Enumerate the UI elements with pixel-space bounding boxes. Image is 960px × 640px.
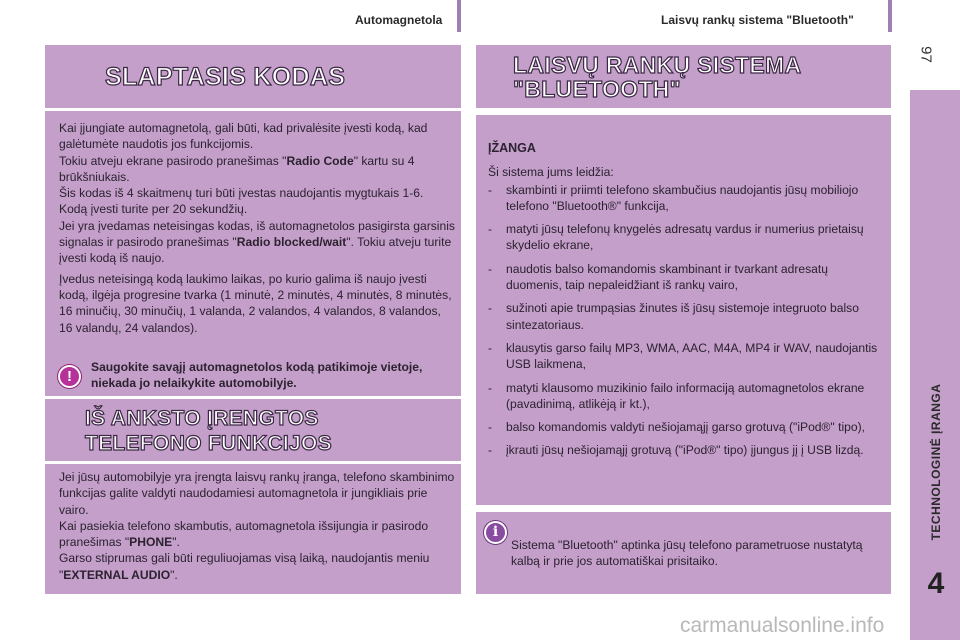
header-divider-right [888, 0, 892, 32]
bluetooth-body-text [488, 140, 884, 466]
chapter-side-tab [910, 90, 960, 640]
preinstalled-title-panel [45, 399, 461, 461]
warning-icon: ! [58, 365, 81, 388]
bluetooth-info-text: Sistema "Bluetooth" aptinka jūsų telefono parametruose nustatytą kalbą ir prie jos automatiškai prisitaiko. [511, 538, 863, 569]
list-item: - balso komandomis valdyti nešiojamąjį garso grotuvą ("iPod®" tipo), [488, 419, 884, 435]
header-divider-left [457, 0, 461, 32]
feature-list [488, 182, 884, 459]
list-item: - matyti jūsų telefonų knygelės adresatų vardus ir numerius prietaisų skydelio ekrane, [488, 221, 884, 254]
preinstalled-text-end-2: ". [170, 567, 178, 582]
preinstalled-title-line-1: IŠ ANKSTO ĮRENGTOS [85, 407, 319, 430]
list-item: - naudotis balso komandomis skambinant ir tvarkant adresatų duomenis, taip nepaleidžiant iš rankų vairo, [488, 261, 884, 294]
preinstalled-title [85, 406, 332, 456]
chapter-label: TECHNOLOGINĖ ĮRANGA [929, 383, 943, 541]
code-text-radio-code: Radio Code [286, 153, 354, 168]
code-title: SLAPTASIS KODAS [105, 63, 346, 91]
header-section-left: Automagnetola [355, 13, 443, 27]
watermark: carmanualsonline.info [680, 614, 885, 637]
code-paragraph-2: Įvedus neteisingą kodą laukimo laikas, po kurio galima iš naujo įvesti kodą, ilgėja progresine tvarka (1 minutė, 2 minutės, 4 minutės, 8 minutės, 16 minučių, 30 minučių, 1 valanda, 2 valandos, 4 valandos, 8 valandos, 16 valandų, 24 valandos). [59, 271, 452, 335]
bluetooth-info-panel [476, 512, 891, 594]
code-body-text [59, 120, 455, 340]
bluetooth-title-line-2: "BLUETOOTH" [513, 76, 681, 102]
list-item: - skambinti ir priimti telefono skambučius naudojantis jūsų mobiliojo telefono "Bluetooth®" funkcija, [488, 182, 884, 215]
page-number: 97 [917, 46, 935, 63]
preinstalled-text-end-1: ". [172, 535, 180, 550]
list-item: - matyti klausomo muzikinio failo informaciją automagnetolos ekrane (pavadinimą, atlikėją ir kt.), [488, 380, 884, 413]
code-text-intro: Kai įjungiate automagnetolą, gali būti, kad privalėsite įvesti kodą, kad galėtumėte naudotis jos funkcijomis. [59, 121, 428, 152]
preinstalled-body-text [59, 469, 455, 583]
code-paragraph-1 [59, 120, 455, 267]
bluetooth-title [513, 53, 801, 101]
code-text-digits: Šis kodas iš 4 skaitmenų turi būti įvestas naudojantis mygtukais 1-6. [59, 186, 424, 201]
bluetooth-body-panel [476, 115, 891, 505]
chapter-number: 4 [927, 567, 945, 600]
preinstalled-text-volume: Garso stiprumas gali būti reguliuojamas visą laiką, naudojantis meniu " [59, 551, 430, 582]
code-text-dashes: " kartu su 4 brūkšniukais. [59, 153, 415, 184]
preinstalled-text-intro: Jei jūsų automobilyje yra įrengta laisvų rankų įranga, telefono skambinimo funkcijas galite valdyti naudodamiesi automagnetola ir jungikliais prie vairo. [59, 470, 455, 517]
preinstalled-body-panel [45, 464, 461, 594]
preinstalled-title-line-2: TELEFONO FUNKCIJOS [85, 432, 332, 455]
header-section-right: Laisvų rankų sistema "Bluetooth" [661, 13, 854, 27]
code-text-retry: ". Tokiu atveju turite įvesti kodą iš naujo. [59, 235, 452, 266]
code-text-wrong: Jei yra įvedamas neteisingas kodas, iš automagnetolos pasigirsta garsinis signalas ir pasirodo pranešimas " [59, 218, 455, 250]
list-item: - sužinoti apie trumpąsias žinutes iš jūsų sistemoje integruoto balso sintezatoriaus. [488, 300, 884, 333]
bluetooth-title-panel [476, 45, 891, 108]
info-icon: i [484, 521, 507, 544]
code-text-time: Kodą įvesti turite per 20 sekundžių. [59, 202, 248, 217]
code-warning-text: Saugokite savąjį automagnetolos kodą patikimoje vietoje, niekada jo nelaikykite automobilyje. [91, 360, 423, 391]
intro-text: Ši sistema jums leidžia: [488, 165, 614, 180]
list-item: - klausytis garso failų MP3, WMA, AAC, M4A, MP4 ir WAV, naudojantis USB laikmena, [488, 340, 884, 373]
code-body-panel [45, 111, 461, 396]
code-text-radio-blocked: Radio blocked/wait [236, 235, 347, 250]
bluetooth-title-line-1: LAISVŲ RANKŲ SISTEMA [513, 52, 802, 78]
intro-heading: ĮŽANGA [488, 141, 536, 155]
preinstalled-text-external-audio: EXTERNAL AUDIO [63, 567, 171, 582]
code-title-panel [45, 45, 461, 108]
list-item: - įkrauti jūsų nešiojamąjį grotuvą ("iPod®" tipo) įjungus jį į USB lizdą. [488, 442, 884, 458]
code-text-message: Tokiu atveju ekrane pasirodo pranešimas " [59, 153, 287, 168]
preinstalled-text-phone: PHONE [129, 535, 173, 550]
preinstalled-text-call: Kai pasiekia telefono skambutis, automagnetola išsijungia ir pasirodo pranešimas " [59, 518, 429, 550]
